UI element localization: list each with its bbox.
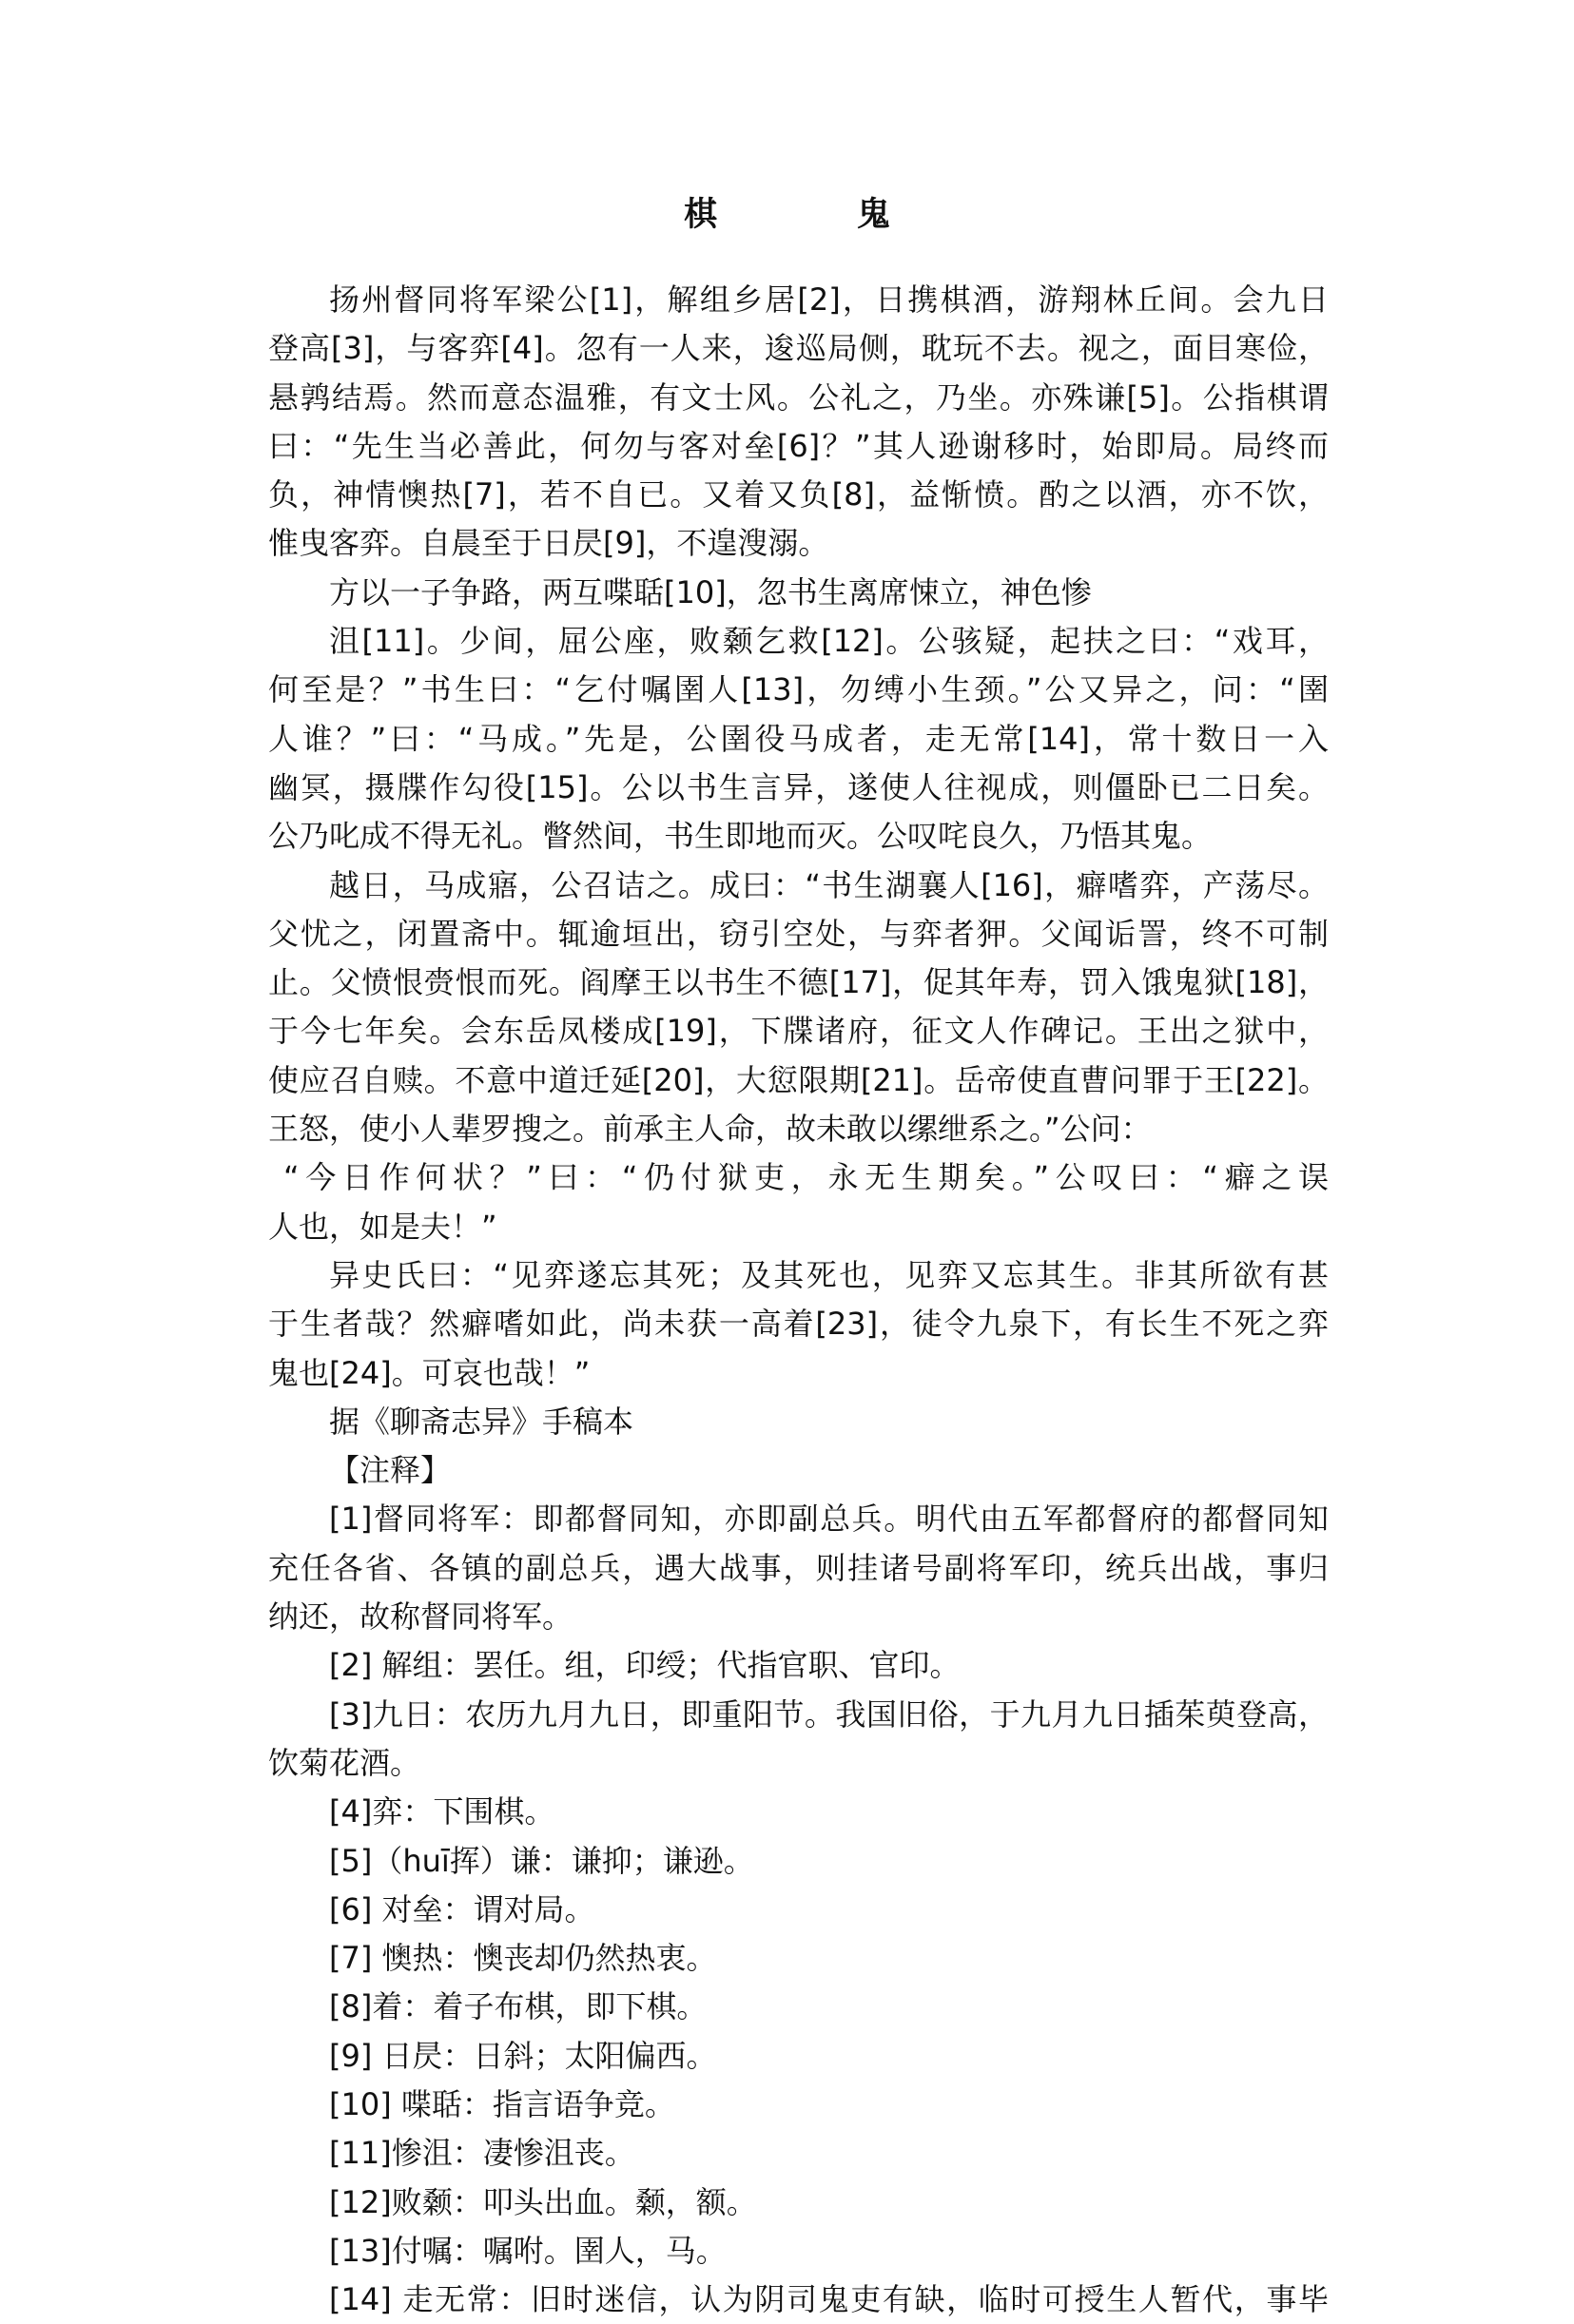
text-line: 父忧之，闭置斋中。辄逾垣出，窃引空处，与弈者狎。父闻诟詈，终不可制 [268,915,1329,952]
text-line: 于今七年矣。会东岳凤楼成[19]，下牒诸府，征文人作碑记。王出之狱中， [268,1013,1329,1050]
text-line: 据《聊斋志异》手稿本 [329,1403,634,1440]
text-line: [5]（huī挥）谦：谦抑；谦逊。 [329,1842,754,1879]
text-line: [9] 日昃：日斜；太阳偏西。 [329,2037,717,2074]
text-line: 饮菊花酒。 [268,1744,421,1781]
text-line: [14] 走无常：旧时迷信，认为阴司鬼吏有缺，临时可授生人暂代，事毕 [329,2281,1329,2318]
text-line: 充任各省、各镇的副总兵，遇大战事，则挂诸号副将军印，统兵出战，事归 [268,1549,1329,1586]
text-line: 使应召自赎。不意中道迁延[20]，大愆限期[21]。岳帝使直曹问罪于王[22]。 [268,1061,1329,1098]
text-line: 鬼也[24]。可哀也哉！” [268,1354,591,1391]
page-title: 棋 鬼 [683,196,943,234]
text-line: [1]督同将军：即都督同知，亦即副总兵。明代由五军都督府的都督同知 [329,1501,1329,1538]
text-line: 扬州督同将军梁公[1]，解组乡居[2]，日携棋酒，游翔林丘间。会九日 [329,281,1329,318]
text-line: 幽冥，摄牒作勾役[15]。公以书生言异，遂使人往视成，则僵卧已二日矣。 [268,768,1329,805]
text-line: [3]九日：农历九月九日，即重阳节。我国旧俗，于九月九日插茱萸登高， [329,1695,1329,1733]
text-line: 惟曳客弈。自晨至于日昃[9]，不遑溲溺。 [268,525,829,562]
text-line: 方以一子争路，两互喋聒[10]，忽书生离席悚立，神色惨 [329,573,1092,610]
text-line: 曰：“先生当必善此，何勿与客对垒[6]？”其人逊谢移时，始即局。局终而 [268,427,1329,464]
text-line: 何至是？”书生曰：“乞付嘱圉人[13]，勿缚小生颈。”公又异之，问：“圉 [268,671,1329,708]
text-line: 登高[3]，与客弈[4]。忽有一人来，逡巡局侧，耽玩不去。视之，面目寒俭， [268,330,1329,367]
text-line: [2] 解组：罢任。组，印绶；代指官职、官印。 [329,1647,961,1684]
body-text [268,276,1329,2324]
text-line: [6] 对垒：谓对局。 [329,1890,595,1927]
text-line: [13]付嘱：嘱咐。圉人，马。 [329,2232,727,2269]
text-line: 人谁？”曰：“马成。”先是，公圉役马成者，走无常[14]，常十数日一入 [268,720,1329,757]
text-line: 异史氏曰：“见弈遂忘其死；及其死也，见弈又忘其生。非其所欲有甚 [329,1256,1329,1293]
text-line: [4]弈：下围棋。 [329,1793,555,1830]
text-line: 沮[11]。少间，屈公座，败颡乞救[12]。公骇疑，起扶之曰：“戏耳， [329,623,1329,660]
text-line: 于生者哉？然癖嗜如此，尚未获一高着[23]，徒令九泉下，有长生不死之弈 [268,1306,1329,1343]
text-line: 止。父愤恨赍恨而死。阎摩王以书生不德[17]，促其年寿，罚入饿鬼狱[18]， [268,964,1329,1001]
text-line: [7] 懊热：懊丧却仍然热衷。 [329,1940,717,1977]
text-line: [12]败颡：叩头出血。颡，额。 [329,2183,757,2220]
text-line: [8]着：着子布棋，即下棋。 [329,1988,708,2025]
text-line: 【注释】 [329,1452,452,1489]
text-line: 人也，如是夫！” [268,1208,497,1245]
text-line: [10] 喋聒：指言语争竞。 [329,2085,675,2122]
text-line: 悬鹑结焉。然而意态温雅，有文士风。公礼之，乃坐。亦殊谦[5]。公指棋谓 [268,378,1329,416]
text-line: 公乃叱成不得无礼。瞥然间，书生即地而灭。公叹咤良久，乃悟其鬼。 [268,818,1213,855]
text-line: 越日，马成寤，公召诘之。成曰：“书生湖襄人[16]，癖嗜弈，产荡尽。 [329,866,1329,903]
text-line: [11]惨沮：凄惨沮丧。 [329,2135,635,2172]
text-line: 负，神情懊热[7]，若不自已。又着又负[8]，益惭愤。酌之以酒，亦不饮， [268,476,1329,513]
text-line: 王怒，使小人辈罗搜之。前承主人命，故未敢以缧绁系之。”公问： [268,1111,1152,1148]
text-line: 纳还，故称督同将军。 [268,1598,573,1636]
text-line: “今日作何状？”曰：“仍付狱吏，永无生期矣。”公叹曰：“癖之误 [283,1159,1329,1196]
